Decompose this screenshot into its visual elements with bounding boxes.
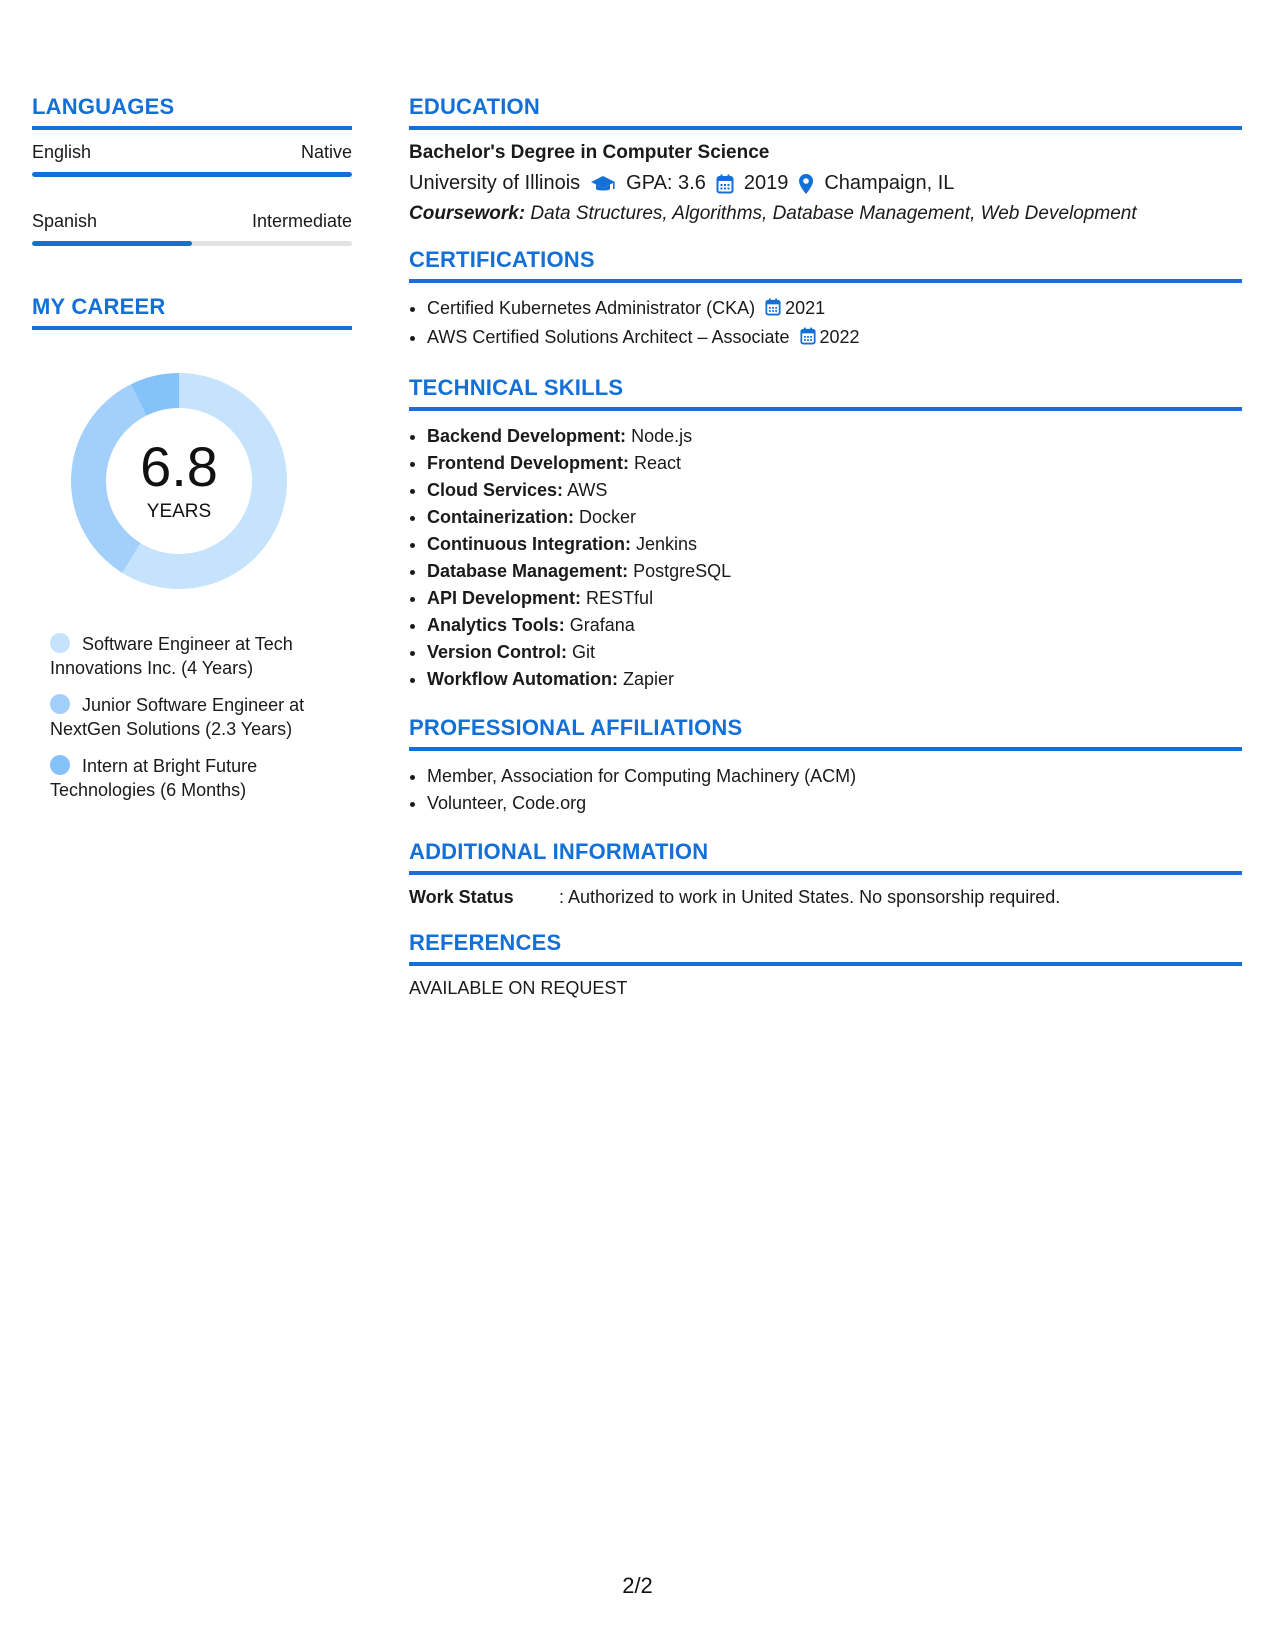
- skill-label: Backend Development:: [427, 426, 627, 446]
- legend-dot-icon: [50, 633, 70, 653]
- skill-value: RESTful: [586, 588, 654, 608]
- language-proficiency-bar: [32, 241, 352, 246]
- skill-value: AWS: [567, 480, 608, 500]
- list-item: [427, 585, 1242, 612]
- legend-label: Software Engineer at Tech Innovations Inc. (4 Years): [50, 634, 293, 678]
- graduation-cap-icon: [590, 174, 616, 194]
- donut-center: [64, 366, 294, 596]
- skill-label: Analytics Tools:: [427, 615, 565, 635]
- coursework-label: Coursework:: [409, 203, 526, 224]
- education-coursework: [409, 203, 1242, 225]
- career-total-years: 6.8: [140, 435, 218, 498]
- skill-label: Workflow Automation:: [427, 669, 618, 689]
- additional-info-section: [409, 839, 1242, 908]
- education-location: Champaign, IL: [824, 172, 955, 194]
- list-item: [427, 504, 1242, 531]
- language-item: [32, 211, 352, 246]
- affiliations-section: [409, 715, 1242, 817]
- languages-heading: LANGUAGES: [32, 94, 352, 130]
- skill-value: Grafana: [569, 615, 635, 635]
- language-name: Spanish: [32, 211, 98, 231]
- language-proficiency-bar: [32, 172, 352, 177]
- skills-heading: TECHNICAL SKILLS: [409, 375, 1242, 411]
- career-total-unit: YEARS: [146, 501, 212, 522]
- skill-label: Frontend Development:: [427, 453, 630, 473]
- certifications-section: [409, 247, 1242, 353]
- skill-label: Version Control:: [427, 642, 568, 662]
- language-level: Intermediate: [251, 211, 352, 231]
- legend-item: [50, 693, 340, 741]
- additional-info-heading: ADDITIONAL INFORMATION: [409, 839, 1242, 875]
- list-item: [427, 531, 1242, 558]
- skills-section: [409, 375, 1242, 693]
- languages-section: [32, 94, 352, 246]
- skill-label: Continuous Integration:: [427, 534, 631, 554]
- left-column: [32, 94, 352, 815]
- skill-label: Database Management:: [427, 561, 629, 581]
- list-item: • Volunteer, Code.org: [427, 790, 1242, 817]
- references-section: [409, 930, 1242, 999]
- list-item: [427, 477, 1242, 504]
- legend-dot-icon: [50, 694, 70, 714]
- skills-list: [409, 423, 1242, 693]
- education-heading: EDUCATION: [409, 94, 1242, 130]
- language-level: Native: [300, 142, 352, 162]
- legend-label: Intern at Bright Future Technologies (6 Months): [50, 756, 258, 800]
- skill-label: Containerization:: [427, 507, 574, 527]
- language-proficiency-fill: [32, 172, 352, 177]
- skill-value: Docker: [579, 507, 637, 527]
- list-item: [427, 639, 1242, 666]
- skill-value: Jenkins: [635, 534, 698, 554]
- education-section: [409, 94, 1242, 225]
- calendar-icon: [765, 297, 781, 324]
- list-item: [427, 324, 1242, 353]
- skill-value: PostgreSQL: [633, 561, 732, 581]
- skill-value: Git: [572, 642, 596, 662]
- skill-value: Node.js: [631, 426, 693, 446]
- map-pin-icon: [798, 173, 814, 195]
- skill-label: Cloud Services:: [427, 480, 564, 500]
- certification-name: Certified Kubernetes Administrator (CKA): [427, 298, 756, 318]
- page-number: 2/2: [622, 1573, 653, 1598]
- skill-value: Zapier: [623, 669, 675, 689]
- right-column: [409, 94, 1242, 999]
- references-text: AVAILABLE ON REQUEST: [409, 978, 628, 998]
- certification-year: 2021: [785, 298, 826, 318]
- skill-label: API Development:: [427, 588, 582, 608]
- career-legend: [50, 632, 340, 802]
- legend-dot-icon: [50, 755, 70, 775]
- education-details: [409, 172, 1242, 195]
- language-name: English: [32, 142, 92, 162]
- career-donut-chart: [64, 366, 294, 596]
- list-item: [427, 450, 1242, 477]
- education-degree: Bachelor's Degree in Computer Science: [409, 142, 770, 163]
- certifications-list: [409, 295, 1242, 353]
- career-section: [32, 294, 352, 802]
- legend-item: [50, 632, 340, 680]
- language-item: [32, 142, 352, 177]
- affiliations-heading: PROFESSIONAL AFFILIATIONS: [409, 715, 1242, 751]
- list-item: [427, 666, 1242, 693]
- skill-value: React: [634, 453, 682, 473]
- list-item: [427, 612, 1242, 639]
- work-status-value: : Authorized to work in United States. No sponsorship required.: [559, 887, 1061, 907]
- coursework-list: Data Structures, Algorithms, Database Management, Web Development: [530, 203, 1137, 224]
- career-heading: MY CAREER: [32, 294, 352, 330]
- education-school: University of Illinois: [409, 172, 581, 194]
- legend-label: Junior Software Engineer at NextGen Solutions (2.3 Years): [50, 695, 305, 739]
- list-item: [427, 423, 1242, 450]
- list-item: • Member, Association for Computing Machinery (ACM): [427, 763, 1242, 790]
- education-gpa: GPA: 3.6: [626, 172, 706, 194]
- certification-year: 2022: [819, 327, 860, 347]
- calendar-icon: [800, 326, 816, 353]
- affiliations-list: [409, 763, 1242, 817]
- references-heading: REFERENCES: [409, 930, 1242, 966]
- list-item: [427, 558, 1242, 585]
- list-item: [427, 295, 1242, 324]
- certifications-heading: CERTIFICATIONS: [409, 247, 1242, 283]
- legend-item: [50, 754, 340, 802]
- calendar-icon: [716, 174, 734, 194]
- certification-name: AWS Certified Solutions Architect – Associate: [427, 327, 790, 347]
- education-year: 2019: [743, 172, 789, 194]
- work-status-row: [409, 887, 1242, 908]
- work-status-label: Work Status: [409, 887, 514, 907]
- language-proficiency-fill: [32, 241, 192, 246]
